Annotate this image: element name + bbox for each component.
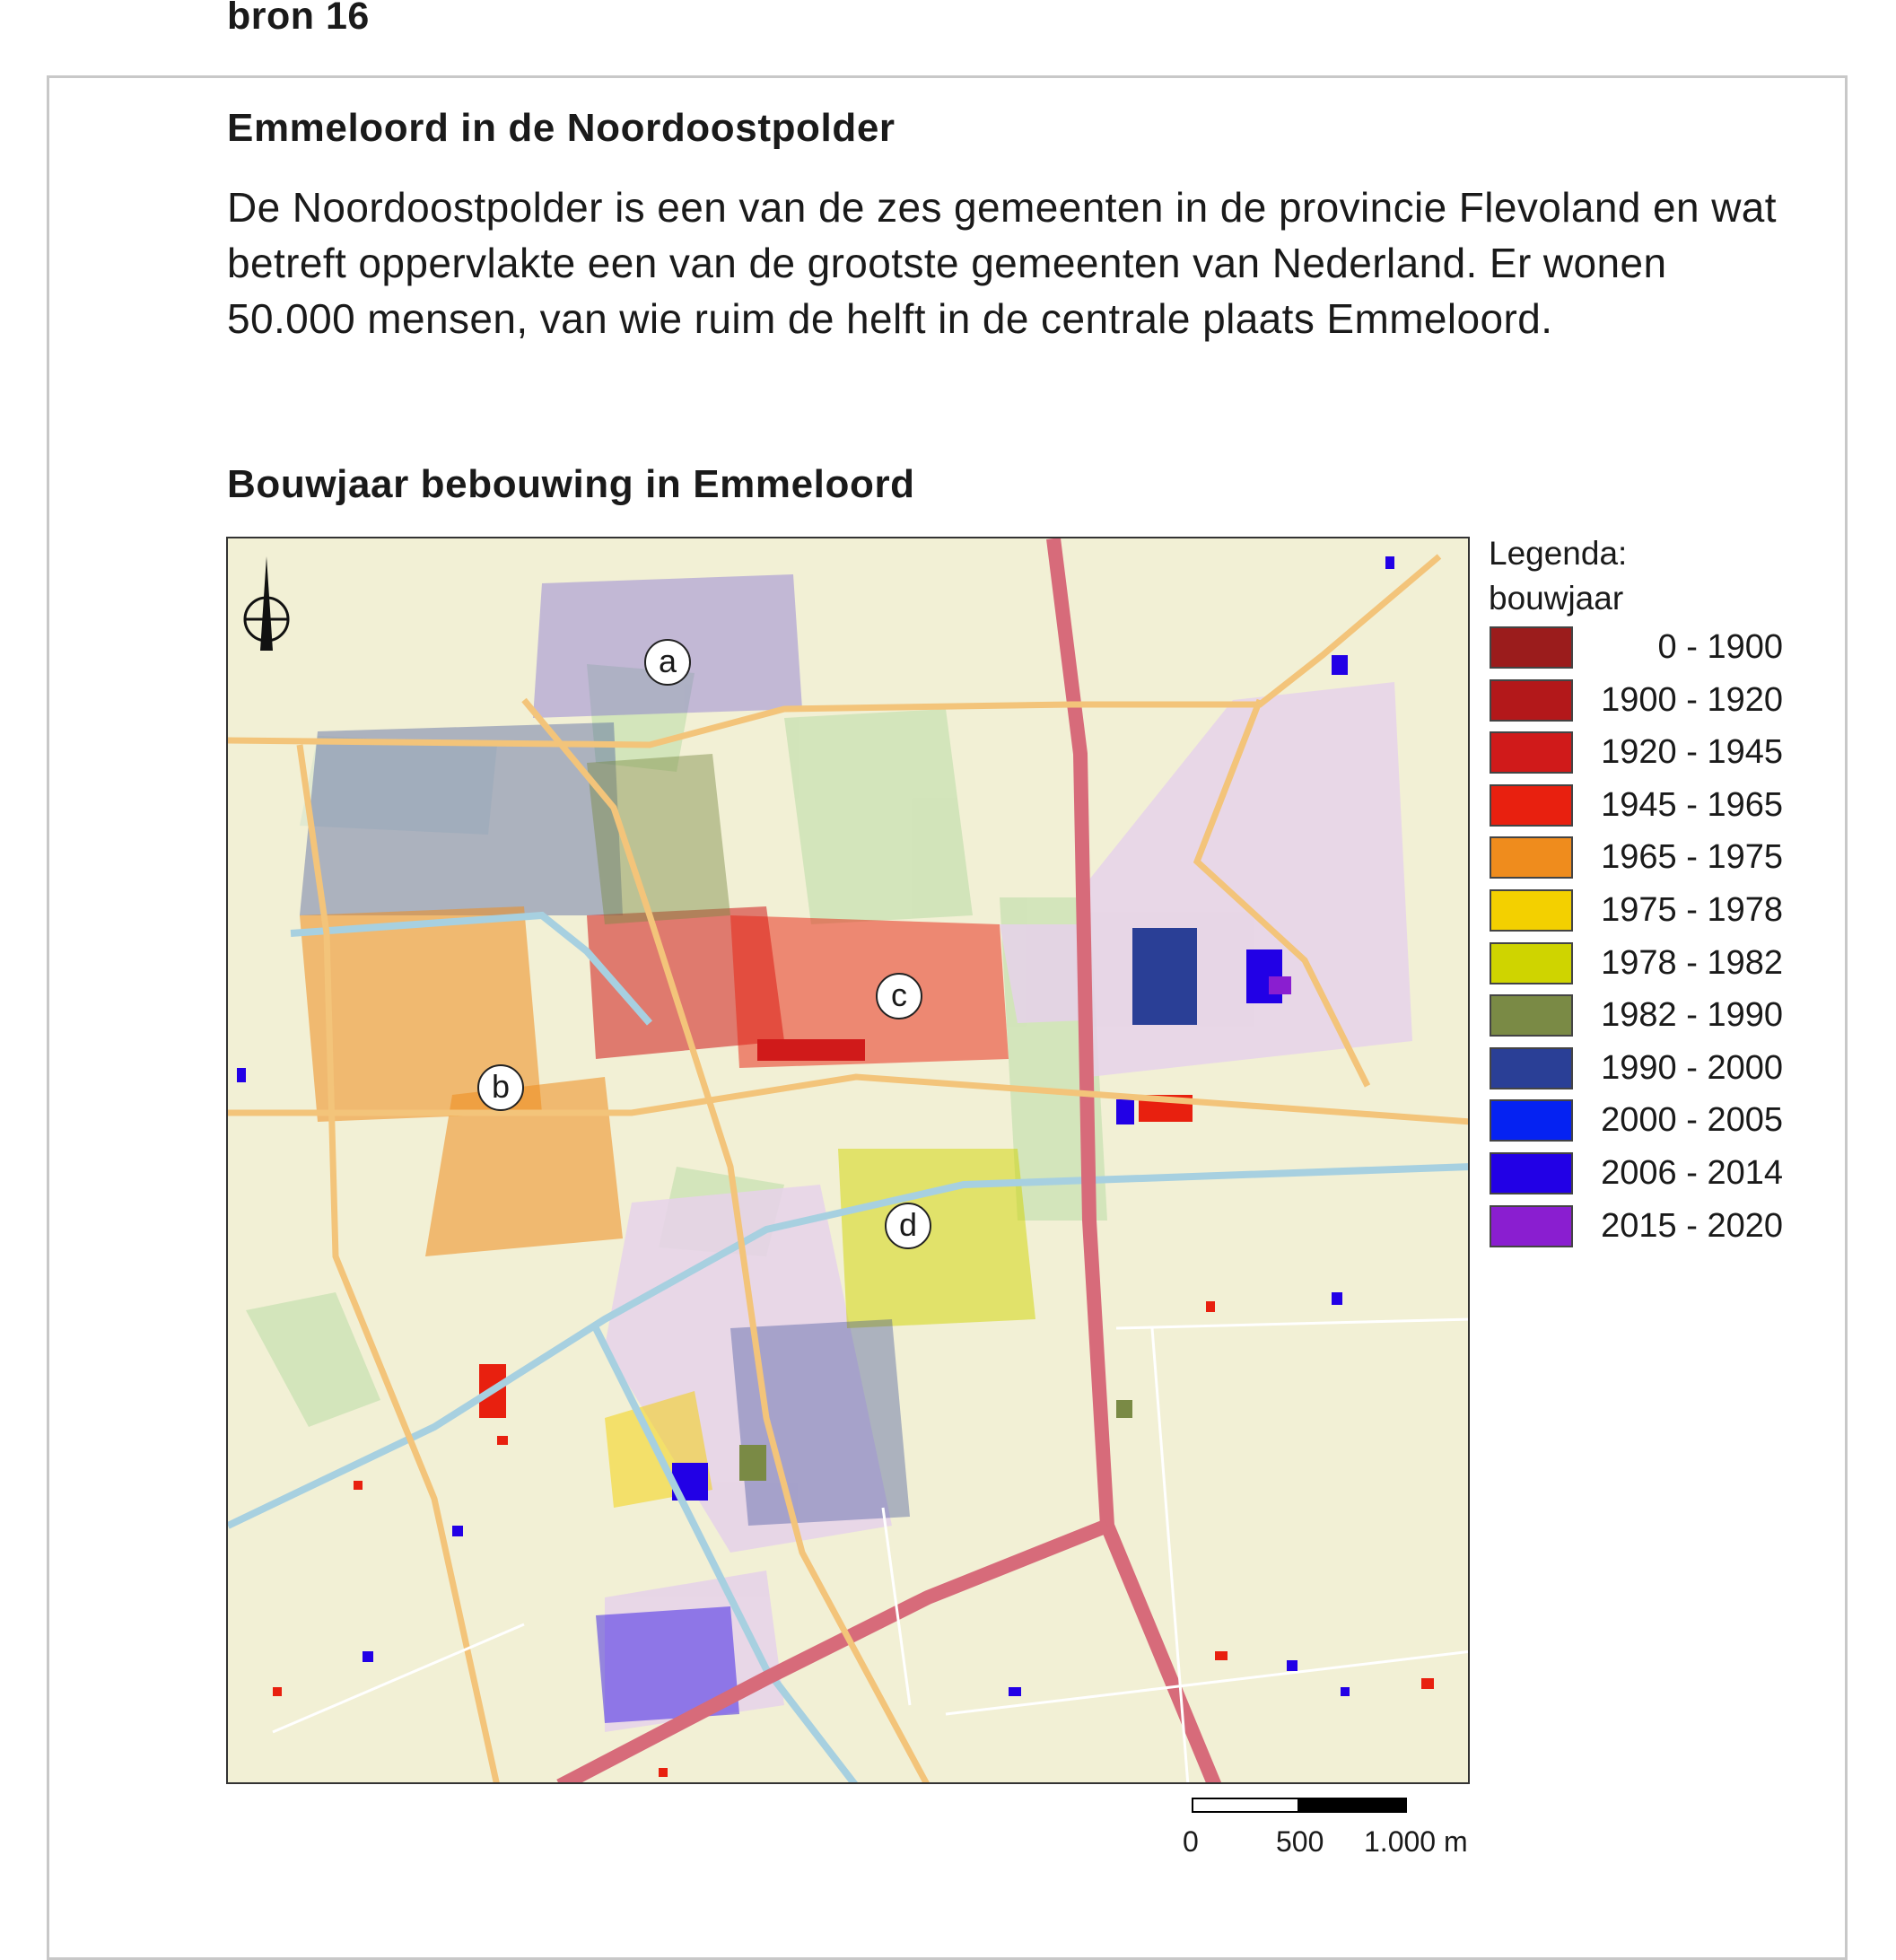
legend	[1489, 531, 1794, 1252]
legend-item	[1489, 1200, 1794, 1253]
legend-label: 1920 - 1945	[1601, 733, 1783, 772]
legend-label: 1978 - 1982	[1601, 943, 1783, 982]
source-label: bron 16	[227, 0, 370, 38]
legend-item	[1489, 621, 1794, 674]
map-marker-d[interactable]	[885, 1203, 931, 1249]
map[interactable]	[226, 537, 1470, 1784]
legend-swatch	[1490, 679, 1573, 722]
legend-item	[1489, 831, 1794, 884]
map-marker-c[interactable]	[876, 973, 922, 1019]
legend-swatch	[1490, 1205, 1573, 1247]
legend-item	[1489, 937, 1794, 990]
legend-item	[1489, 884, 1794, 937]
legend-swatch	[1490, 942, 1573, 984]
scale-label-500: 500	[1276, 1825, 1324, 1858]
legend-label: 2000 - 2005	[1601, 1101, 1783, 1140]
legend-item	[1489, 989, 1794, 1042]
legend-swatch	[1490, 994, 1573, 1037]
map-canvas	[228, 538, 1470, 1784]
legend-label: 1965 - 1975	[1601, 838, 1783, 877]
legend-item	[1489, 726, 1794, 779]
map-marker-a[interactable]	[644, 639, 691, 686]
map-marker-c-label: c	[891, 976, 907, 1013]
legend-swatch	[1490, 626, 1573, 669]
scale-label-1000: 1.000 m	[1364, 1825, 1468, 1858]
map-marker-b-label: b	[491, 1068, 511, 1105]
legend-label: 1975 - 1978	[1601, 890, 1783, 929]
scale-bar-black-segment	[1299, 1798, 1407, 1813]
legend-item	[1489, 1147, 1794, 1200]
scale-label-0: 0	[1183, 1825, 1199, 1858]
scale-bar	[1192, 1798, 1407, 1813]
legend-label: 2006 - 2014	[1601, 1153, 1783, 1192]
legend-swatch	[1490, 1099, 1573, 1142]
map-title: Bouwjaar bebouwing in Emmeloord	[227, 462, 915, 506]
legend-label: 1982 - 1990	[1601, 996, 1783, 1035]
legend-title-line2: bouwjaar	[1489, 580, 1624, 617]
legend-swatch	[1490, 836, 1573, 879]
legend-label: 1945 - 1965	[1601, 785, 1783, 824]
legend-swatch	[1490, 889, 1573, 932]
legend-swatch	[1490, 1047, 1573, 1089]
legend-swatch	[1490, 731, 1573, 774]
legend-item	[1489, 674, 1794, 727]
article-body: De Noordoostpolder is een van de zes gemeenten in de provincie Flevoland en wat betreft oppervlakte een van de grootste gemeenten van Nederland. Er wonen 50.000 mensen, van wie ruim de helft in de centrale plaats Emmeloord.	[227, 184, 1777, 342]
article-title: Emmeloord in de Noordoostpolder	[227, 106, 896, 150]
scale-bar-white-segment	[1192, 1798, 1299, 1813]
legend-label: 0 - 1900	[1657, 628, 1783, 666]
legend-label: 2015 - 2020	[1601, 1206, 1783, 1245]
legend-item	[1489, 1094, 1794, 1147]
map-marker-d-label: d	[898, 1206, 918, 1243]
legend-item	[1489, 779, 1794, 832]
legend-title-line1: Legenda:	[1489, 535, 1628, 572]
map-marker-a-label: a	[658, 643, 677, 679]
legend-swatch	[1490, 784, 1573, 827]
map-marker-b[interactable]	[477, 1064, 524, 1111]
legend-rows	[1489, 621, 1794, 1252]
legend-label: 1900 - 1920	[1601, 680, 1783, 719]
legend-swatch	[1490, 1152, 1573, 1194]
legend-label: 1990 - 2000	[1601, 1048, 1783, 1087]
legend-item	[1489, 1042, 1794, 1095]
